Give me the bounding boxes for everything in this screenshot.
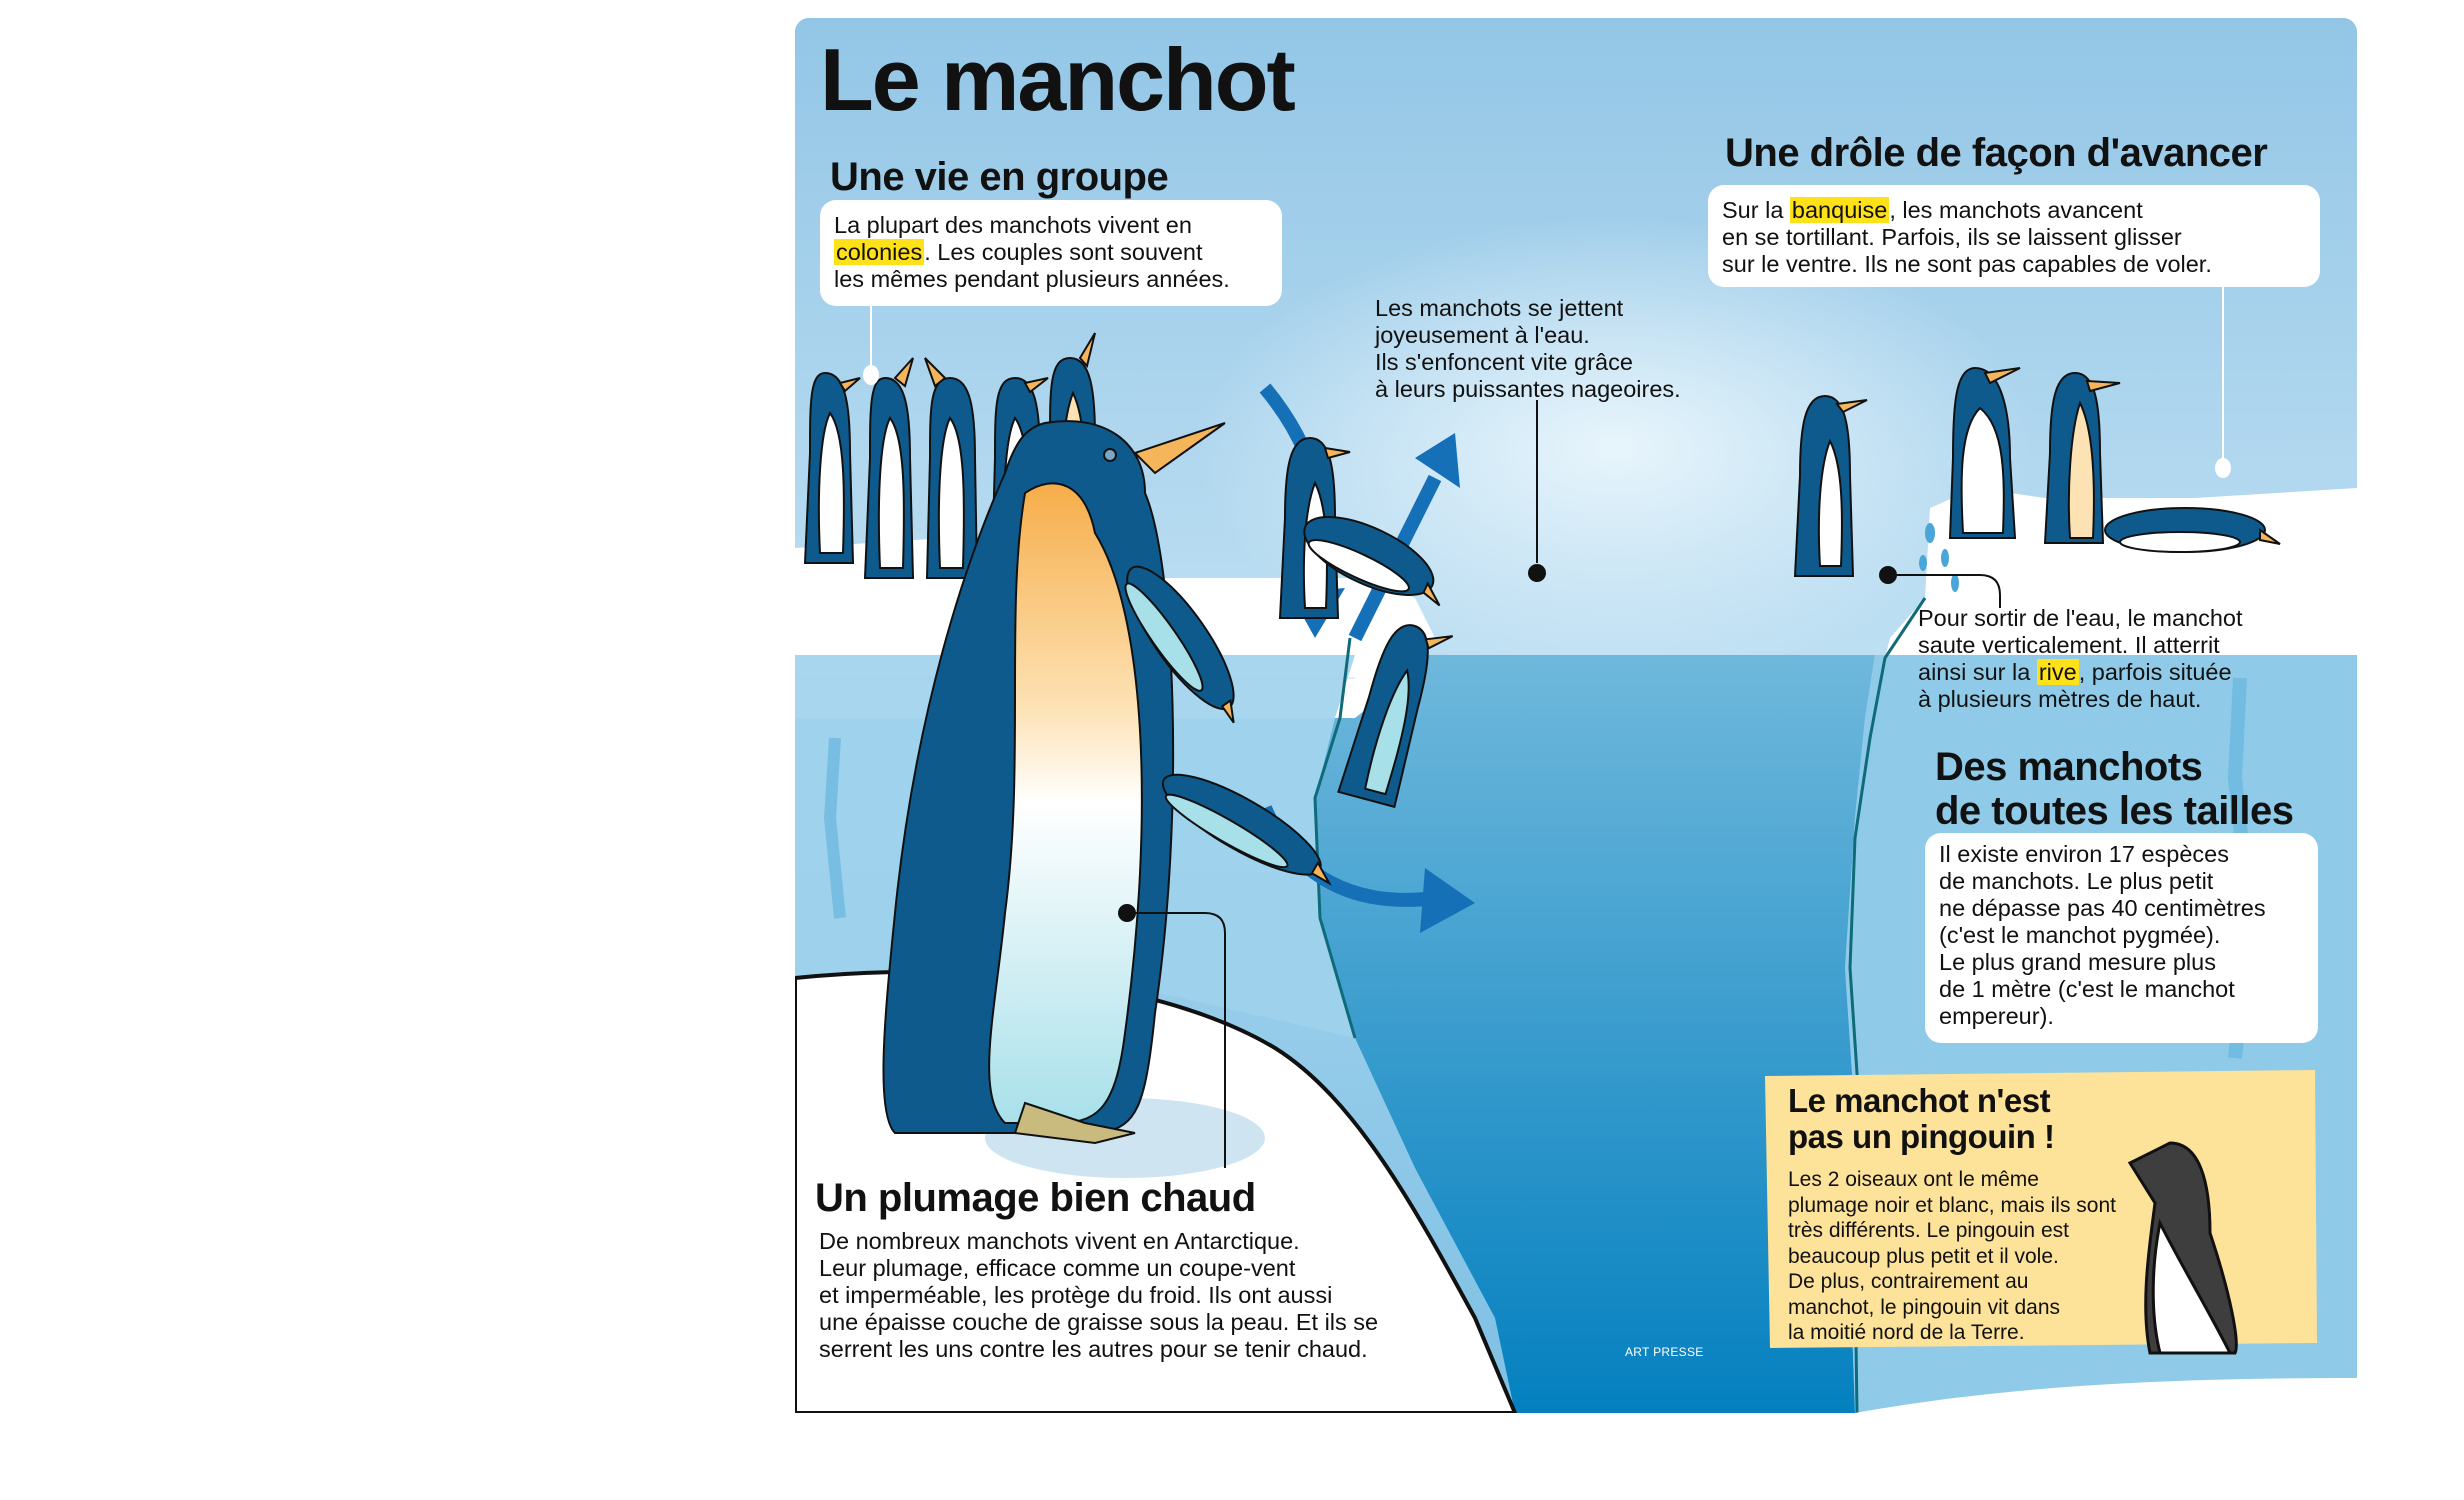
text-line: empereur). — [1939, 1003, 2054, 1029]
text-line: joyeusement à l'eau. — [1375, 322, 1590, 348]
text-line: Leur plumage, efficace comme un coupe-vent — [819, 1255, 1296, 1281]
text-line: Le plus grand mesure plus — [1939, 949, 2216, 975]
credit-art-presse: ART PRESSE — [1625, 1345, 1704, 1359]
box-vie-en-groupe — [820, 200, 1282, 306]
text-line: colonies. Les couples sont souvent — [836, 239, 1203, 265]
callout-plonger — [1375, 295, 1681, 403]
text-line: (c'est le manchot pygmée). — [1939, 922, 2221, 948]
heading-pas-un-pingouin: Le manchot n'est pas un pingouin ! — [1788, 1082, 2055, 1155]
heading-vie-en-groupe: Une vie en groupe — [830, 155, 1169, 199]
text-line: De nombreux manchots vivent en Antarctique. — [819, 1228, 1300, 1254]
heading-plumage-chaud: Un plumage bien chaud — [815, 1176, 1256, 1220]
box-toutes-les-tailles — [1925, 833, 2318, 1043]
infographic-panel — [795, 18, 2357, 1413]
text-line: ainsi sur la rive, parfois située — [1918, 659, 2232, 685]
text-line: de manchots. Le plus petit — [1939, 868, 2214, 894]
page-title: Le manchot — [820, 30, 1294, 129]
text-line: à leurs puissantes nageoires. — [1375, 376, 1681, 402]
highlight-banquise: banquise — [1791, 197, 1888, 223]
text-line: à plusieurs mètres de haut. — [1918, 686, 2202, 712]
text-line: sur le ventre. Ils ne sont pas capables de voler. — [1722, 251, 2212, 277]
text-line: Les manchots se jettent — [1375, 295, 1624, 321]
text-line: Ils s'enfoncent vite grâce — [1375, 349, 1633, 375]
text-line: de 1 mètre (c'est le manchot — [1939, 976, 2235, 1002]
text-plumage-chaud — [819, 1228, 1378, 1363]
text-line: Pour sortir de l'eau, le manchot — [1918, 605, 2243, 631]
text-line: Sur la banquise, les manchots avancent — [1722, 197, 2143, 223]
highlight-rive: rive — [2038, 659, 2077, 685]
jump-arrow-icon — [1795, 348, 2195, 578]
text-line: et imperméable, les protège du froid. Ils ont aussi — [819, 1282, 1333, 1308]
text-line: les mêmes pendant plusieurs années. — [834, 266, 1230, 292]
heading-facon-avancer: Une drôle de façon d'avancer — [1725, 131, 2268, 175]
razorbill-icon — [2130, 1138, 2280, 1358]
box-facon-avancer — [1708, 185, 2320, 287]
text-line: La plupart des manchots vivent en — [834, 212, 1192, 238]
text-line: saute verticalement. Il atterrit — [1918, 632, 2220, 658]
text-line: ne dépasse pas 40 centimètres — [1939, 895, 2266, 921]
callout-sortir-de-l-eau — [1918, 605, 2243, 713]
note-pas-un-pingouin — [1788, 1083, 2148, 1346]
text-pingouin: Les 2 oiseaux ont le même plumage noir et blanc, mais ils sont très différents. Le pingouin est beaucoup plus petit et il vole. De plus, contrairement au manchot, le pingouin vit dans la moitié nord de la Terre. — [1788, 1168, 2116, 1344]
heading-toutes-les-tailles: Des manchots de toutes les tailles — [1935, 745, 2294, 833]
text-line: serrent les uns contre les autres pour se tenir chaud. — [819, 1336, 1368, 1362]
text-line: une épaisse couche de graisse sous la peau. Et ils se — [819, 1309, 1379, 1335]
text-line: Il existe environ 17 espèces — [1939, 841, 2229, 867]
highlight-colonies: colonies — [836, 239, 923, 265]
diving-arrows-icon — [1175, 558, 1435, 918]
text-line: en se tortillant. Parfois, ils se laissent glisser — [1722, 224, 2182, 250]
